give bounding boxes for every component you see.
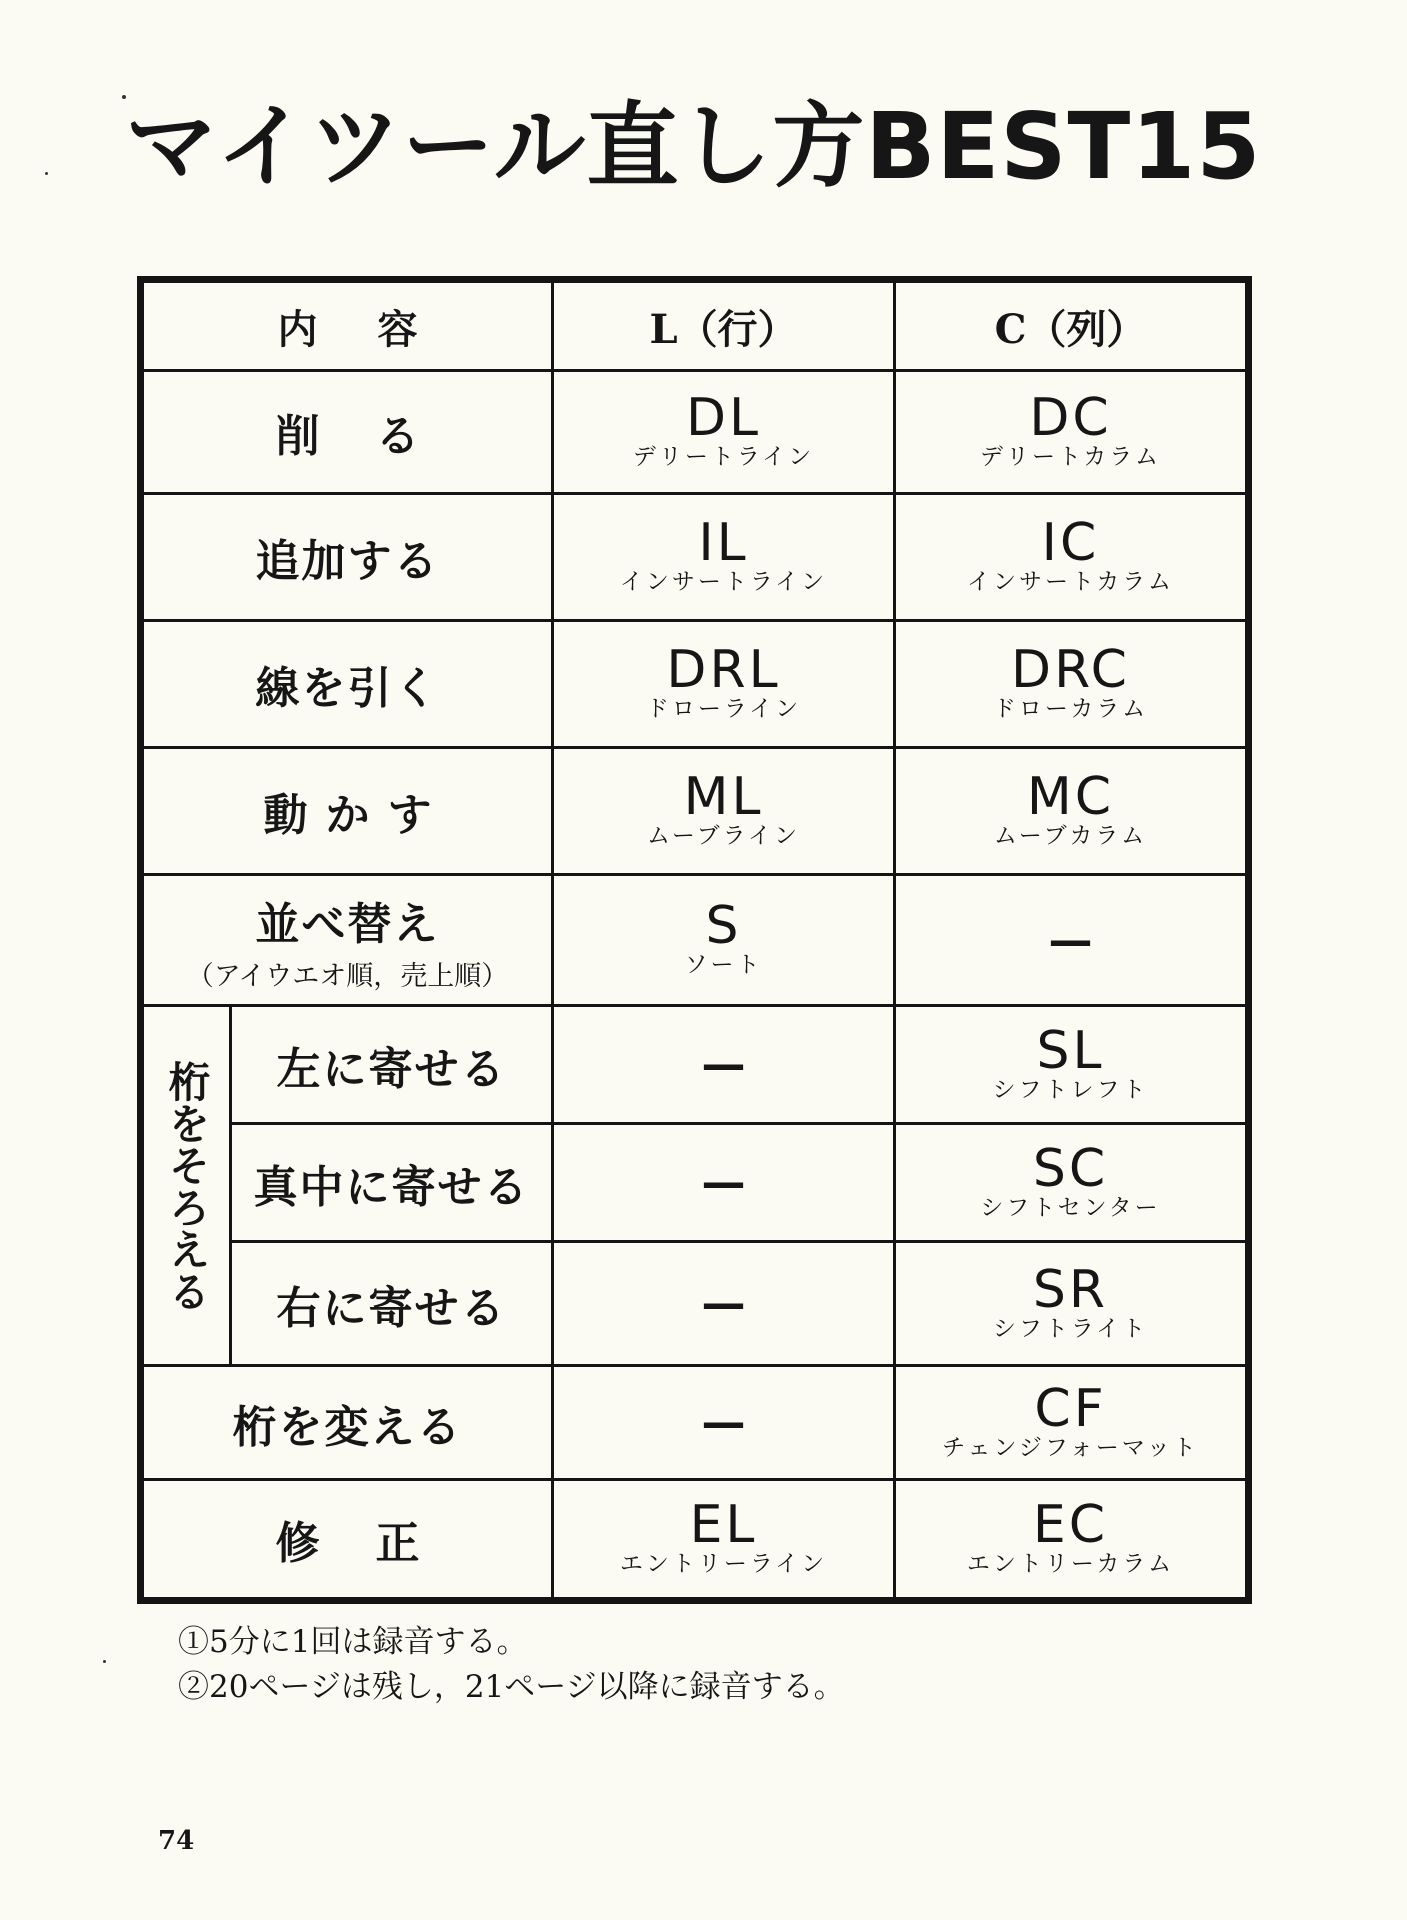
column-command xyxy=(895,1242,1249,1366)
command-reading: ソート xyxy=(684,952,763,978)
column-command xyxy=(895,1480,1249,1601)
command-code: SC xyxy=(1032,1138,1109,1199)
command-reading: インサートカラム xyxy=(966,569,1175,595)
command-reading: インサートライン xyxy=(619,569,828,595)
not-applicable-dash: — xyxy=(701,1039,746,1090)
line-command xyxy=(553,494,895,621)
command-code: CF xyxy=(1034,1378,1107,1439)
line-command xyxy=(553,1124,895,1242)
command-reading: ドローライン xyxy=(645,696,802,722)
header-content: 内容 xyxy=(141,280,553,371)
table-row xyxy=(141,371,1249,494)
line-command xyxy=(553,1480,895,1601)
command-code: ML xyxy=(683,767,764,827)
column-command xyxy=(895,371,1249,494)
command-reading: シフトセンター xyxy=(980,1194,1161,1221)
table-row xyxy=(141,1006,1249,1124)
page-number: 74 xyxy=(158,1826,195,1856)
column-command xyxy=(895,494,1249,621)
command-code: EC xyxy=(1032,1495,1109,1555)
command-code: DL xyxy=(685,388,761,448)
column-command xyxy=(895,621,1249,748)
table-row xyxy=(141,621,1249,748)
command-code: SR xyxy=(1032,1259,1109,1320)
row-content: 修正 xyxy=(141,1480,553,1601)
table-row xyxy=(141,1366,1249,1480)
row-content: 動かす xyxy=(141,748,553,875)
row-content: 真中に寄せる xyxy=(231,1124,553,1242)
line-command xyxy=(553,748,895,875)
note-item: ①5分に1回は録音する。 xyxy=(178,1624,528,1660)
page-title: マイツール直し方BEST15 xyxy=(125,93,1262,200)
table-row xyxy=(141,748,1249,875)
command-code: DRL xyxy=(666,640,781,700)
line-command xyxy=(553,1242,895,1366)
not-applicable-dash: — xyxy=(1048,914,1093,966)
command-reading: ムーブカラム xyxy=(993,823,1148,849)
not-applicable-dash: — xyxy=(701,1278,746,1329)
row-content: 線を引く xyxy=(141,621,553,748)
header-line: L（行） xyxy=(553,280,895,371)
row-content: 並べ替え （アイウエオ順，売上順） xyxy=(141,875,553,1006)
row-content: 左に寄せる xyxy=(231,1006,553,1124)
command-reading: チェンジフォーマット xyxy=(942,1434,1199,1461)
table-row xyxy=(141,1480,1249,1601)
table-row xyxy=(141,494,1249,621)
command-code: IC xyxy=(1041,513,1100,573)
command-reading: シフトライト xyxy=(992,1315,1149,1342)
column-command xyxy=(895,748,1249,875)
line-command xyxy=(553,875,895,1006)
line-command xyxy=(553,1366,895,1480)
row-content: 追加する xyxy=(141,494,553,621)
column-command xyxy=(895,1124,1249,1242)
notes xyxy=(178,1620,845,1710)
line-command xyxy=(553,1006,895,1124)
command-code: DRC xyxy=(1011,640,1130,700)
row-content-sub: （アイウエオ順，売上順） xyxy=(186,960,509,992)
command-code: MC xyxy=(1026,767,1115,827)
command-reading: ドローカラム xyxy=(992,696,1149,722)
command-code: SL xyxy=(1036,1020,1105,1081)
column-command xyxy=(895,1366,1249,1480)
command-reading: エントリーライン xyxy=(619,1551,828,1577)
table-row xyxy=(141,1124,1249,1242)
command-table xyxy=(137,276,1252,1604)
command-reading: シフトレフト xyxy=(992,1076,1149,1103)
row-content: 削る xyxy=(141,371,553,494)
not-applicable-dash: — xyxy=(701,1397,746,1448)
command-code: EL xyxy=(689,1495,758,1555)
column-command xyxy=(895,1006,1249,1124)
command-reading: デリートライン xyxy=(632,444,815,470)
command-code: S xyxy=(705,896,742,956)
line-command xyxy=(553,621,895,748)
command-code: DC xyxy=(1029,388,1112,448)
group-label: 桁をそろえる xyxy=(162,1059,212,1312)
command-code: IL xyxy=(698,513,749,573)
row-content: 桁を変える xyxy=(141,1366,553,1480)
column-command xyxy=(895,875,1249,1006)
command-reading: デリートカラム xyxy=(979,444,1162,470)
command-reading: エントリーカラム xyxy=(966,1551,1175,1577)
command-reading: ムーブライン xyxy=(646,823,800,849)
table-header-row xyxy=(141,280,1249,371)
note-item: ②20ページは残し，21ページ以降に録音する。 xyxy=(178,1669,845,1705)
row-content: 右に寄せる xyxy=(231,1242,553,1366)
table-row xyxy=(141,1242,1249,1366)
line-command xyxy=(553,371,895,494)
table-row xyxy=(141,875,1249,1006)
not-applicable-dash: — xyxy=(701,1157,746,1208)
group-label-cell xyxy=(141,1006,231,1366)
header-column: C（列） xyxy=(895,280,1249,371)
